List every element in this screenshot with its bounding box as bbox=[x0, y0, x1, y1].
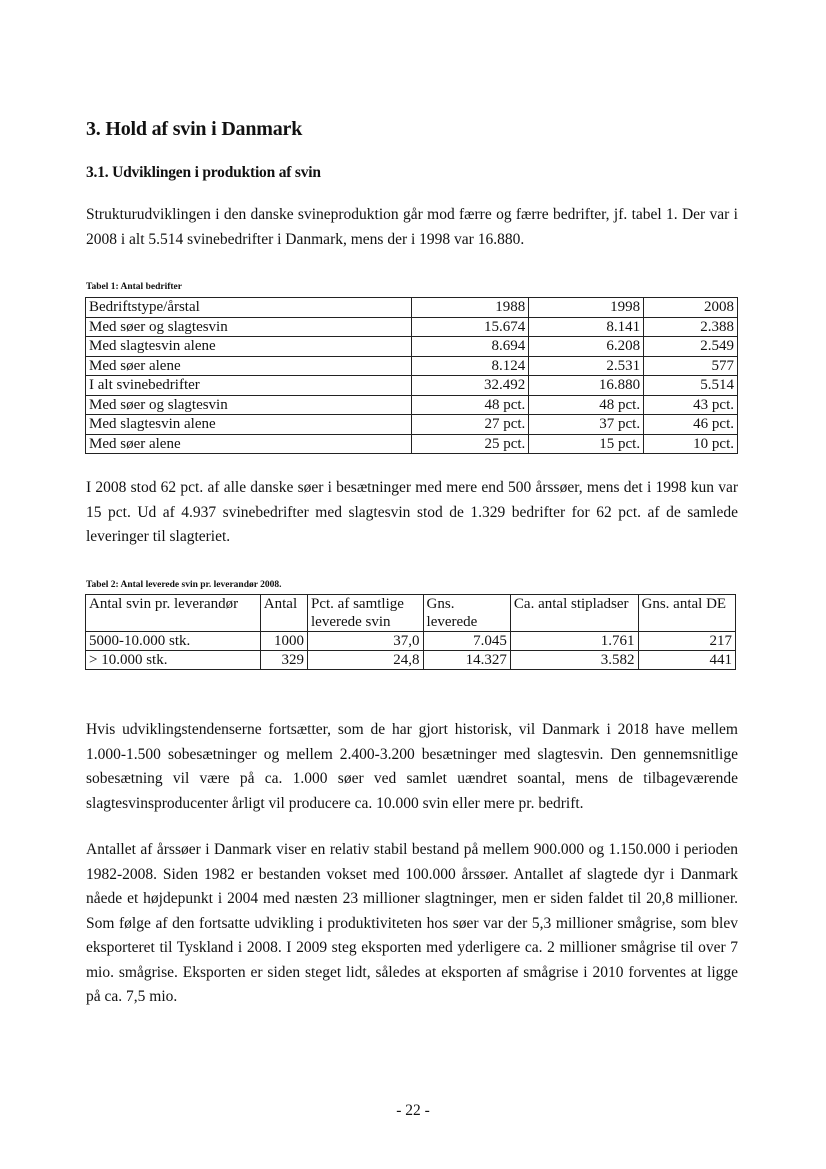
table-header-row bbox=[86, 298, 738, 318]
paragraph-intro: Strukturudviklingen i den danske svineproduktion går mod færre og færre bedrifter, jf. tabel 1. Der var i 2008 i alt 5.514 svinebedrifter i Danmark, mens der i 1998 var 16.880. bbox=[86, 206, 738, 248]
paragraph-projection: Hvis udviklingstendenserne fortsætter, som de har gjort historisk, vil Danmark i 2018 have mellem 1.000-1.500 sobesætninger og mellem 2.400-3.200 besætninger med slagtesvin. Den gennemsnitlige sobesætning vil være på ca. 1.000 søer ved samlet uændret soantal, mens de tilbageværende slagtesvinsproducenter årligt vil producere ca. 10.000 svin eller mere pr. bedrift. bbox=[86, 721, 738, 812]
cell: 6.208 bbox=[529, 337, 644, 357]
cell: 441 bbox=[638, 651, 736, 670]
table-row bbox=[86, 356, 738, 376]
row-label: > 10.000 stk. bbox=[86, 651, 261, 670]
table-row bbox=[86, 337, 738, 357]
table2-caption: Tabel 2: Antal leverede svin pr. leverandør 2008. bbox=[86, 580, 282, 590]
cell: 14.327 bbox=[423, 651, 510, 670]
cell: 2.388 bbox=[644, 317, 738, 337]
header-cell: Gns. antal DE bbox=[638, 595, 736, 632]
header-cell: Antal svin pr. leverandør bbox=[86, 595, 261, 632]
paragraph-sow-population: Antallet af årssøer i Danmark viser en relativ stabil bestand på mellem 900.000 og 1.150.000 i perioden 1982-2008. Siden 1982 er bestanden vokset med 100.000 årssøer. Antallet af slagtede dyr i Danmark nåede et højdepunkt i 2004 med næsten 23 millioner slagtninger, men er siden faldet til 20,8 millioner. Som følge af den fortsatte udvikling i produktiviteten hos søer var der 5,3 millioner smågrise, som blev eksporteret til Tyskland i 2008. I 2009 steg eksporten med yderligere ca. 2 millioner smågrise til over 7 mio. smågrise. Eksporten er siden steget lidt, således at eksporten af smågrise i 2010 forventes at ligge på ca. 7,5 mio. bbox=[86, 841, 738, 1005]
table1-caption: Tabel 1: Antal bedrifter bbox=[86, 282, 182, 292]
cell: 48 pct. bbox=[412, 395, 529, 415]
row-label: 5000-10.000 stk. bbox=[86, 632, 261, 651]
header-cell: Antal bbox=[260, 595, 307, 632]
header-cell: Bedriftstype/årstal bbox=[86, 298, 412, 318]
cell: 10 pct. bbox=[644, 434, 738, 454]
table-row bbox=[86, 651, 736, 670]
table-row bbox=[86, 434, 738, 454]
cell: 32.492 bbox=[412, 376, 529, 396]
row-label: I alt svinebedrifter bbox=[86, 376, 412, 396]
cell: 16.880 bbox=[529, 376, 644, 396]
section-heading: 3. Hold af svin i Danmark bbox=[86, 118, 303, 140]
table-row bbox=[86, 376, 738, 396]
cell: 37,0 bbox=[308, 632, 424, 651]
table-antal-bedrifter bbox=[85, 297, 738, 454]
table-row bbox=[86, 317, 738, 337]
header-cell: Pct. af samtlige leverede svin bbox=[308, 595, 424, 632]
cell: 25 pct. bbox=[412, 434, 529, 454]
cell: 46 pct. bbox=[644, 415, 738, 435]
cell: 1000 bbox=[260, 632, 307, 651]
subsection-heading: 3.1. Udviklingen i produktion af svin bbox=[86, 164, 321, 181]
cell: 43 pct. bbox=[644, 395, 738, 415]
cell: 8.694 bbox=[412, 337, 529, 357]
cell: 7.045 bbox=[423, 632, 510, 651]
cell: 48 pct. bbox=[529, 395, 644, 415]
cell: 8.124 bbox=[412, 356, 529, 376]
cell: 2.531 bbox=[529, 356, 644, 376]
cell: 27 pct. bbox=[412, 415, 529, 435]
cell: 3.582 bbox=[510, 651, 638, 670]
table-row bbox=[86, 395, 738, 415]
cell: 2.549 bbox=[644, 337, 738, 357]
row-label: Med søer og slagtesvin bbox=[86, 317, 412, 337]
table-leverede-svin bbox=[85, 594, 736, 670]
row-label: Med søer alene bbox=[86, 434, 412, 454]
header-cell: 1998 bbox=[529, 298, 644, 318]
row-label: Med søer og slagtesvin bbox=[86, 395, 412, 415]
cell: 1.761 bbox=[510, 632, 638, 651]
table-row bbox=[86, 415, 738, 435]
header-cell: Ca. antal stipladser bbox=[510, 595, 638, 632]
cell: 329 bbox=[260, 651, 307, 670]
cell: 5.514 bbox=[644, 376, 738, 396]
table-header-row bbox=[86, 595, 736, 632]
row-label: Med søer alene bbox=[86, 356, 412, 376]
cell: 217 bbox=[638, 632, 736, 651]
cell: 8.141 bbox=[529, 317, 644, 337]
page-number: - 22 - bbox=[396, 1102, 430, 1119]
header-cell: Gns. leverede bbox=[423, 595, 510, 632]
row-label: Med slagtesvin alene bbox=[86, 415, 412, 435]
header-cell: 1988 bbox=[412, 298, 529, 318]
paragraph-concentration: I 2008 stod 62 pct. af alle danske søer i besætninger med mere end 500 årssøer, mens det i 1998 kun var 15 pct. Ud af 4.937 svinebedrifter med slagtesvin stod de 1.329 bedrifter for 62 pct. af de samlede leveringer til slagteriet. bbox=[86, 479, 738, 545]
cell: 15.674 bbox=[412, 317, 529, 337]
cell: 24,8 bbox=[308, 651, 424, 670]
row-label: Med slagtesvin alene bbox=[86, 337, 412, 357]
cell: 37 pct. bbox=[529, 415, 644, 435]
cell: 577 bbox=[644, 356, 738, 376]
cell: 15 pct. bbox=[529, 434, 644, 454]
table-row bbox=[86, 632, 736, 651]
header-cell: 2008 bbox=[644, 298, 738, 318]
